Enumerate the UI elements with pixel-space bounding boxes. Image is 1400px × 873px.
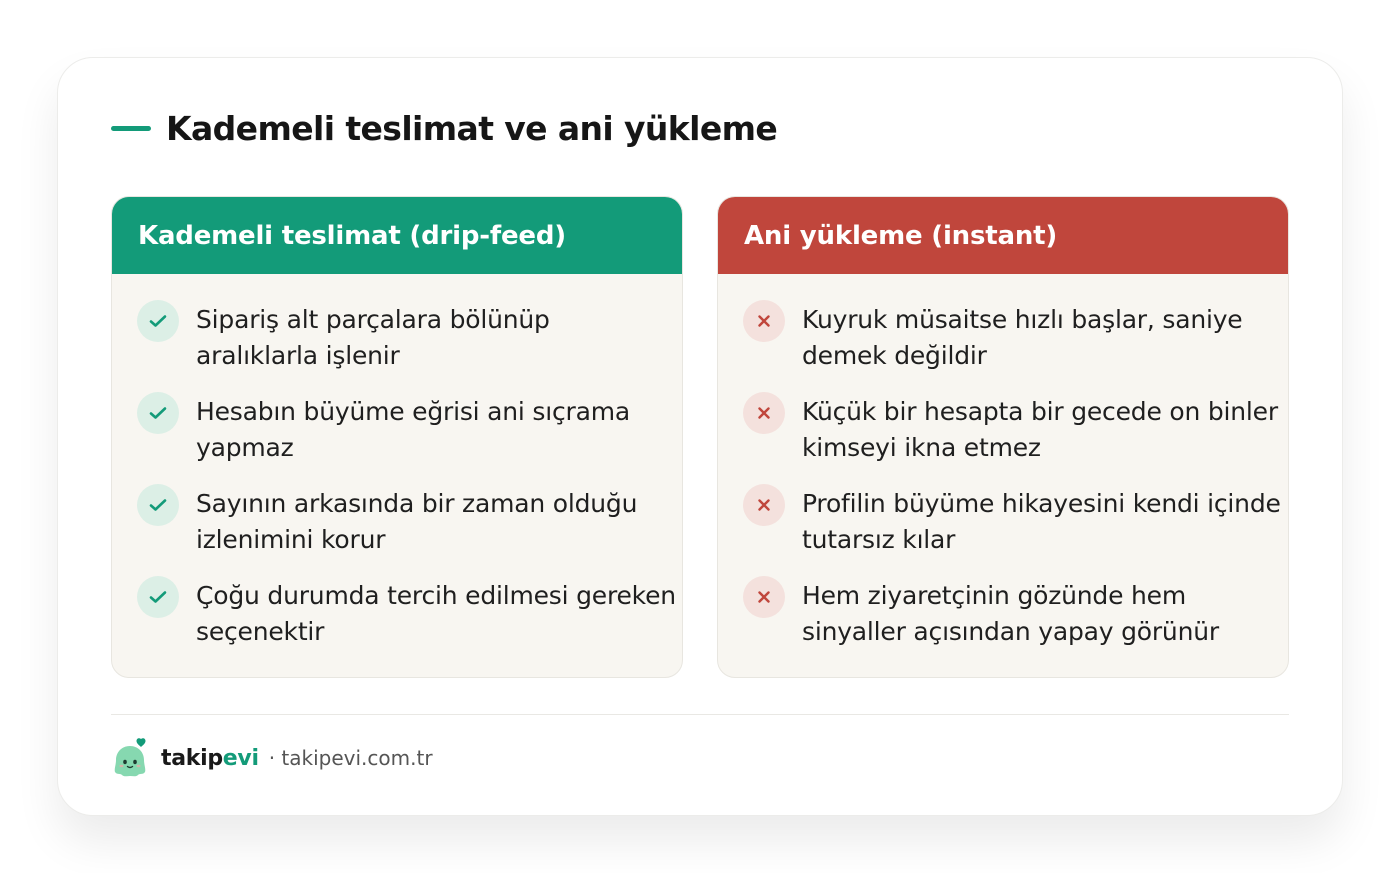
- list-item: [718, 576, 1288, 668]
- instant-panel: [717, 196, 1289, 678]
- drip-feed-panel: [111, 196, 683, 678]
- list-item-text: Profilin büyüme hikayesini kendi içinde tutarsız kılar: [802, 489, 1281, 554]
- site-url: · takipevi.com.tr: [268, 746, 433, 770]
- drip-feed-panel-header: Kademeli teslimat (drip-feed): [112, 197, 682, 274]
- list-item-text: Hem ziyaretçinin gözünde hem sinyaller açısından yapay görünür: [802, 581, 1219, 646]
- list-item-text: Küçük bir hesapta bir gecede on binler kimseyi ikna etmez: [802, 397, 1278, 462]
- check-icon: [137, 484, 179, 526]
- list-item-text: Hesabın büyüme eğrisi ani sıçrama yapmaz: [196, 397, 631, 462]
- cross-icon: [743, 576, 785, 618]
- list-item: [718, 484, 1288, 576]
- list-item: [112, 300, 682, 392]
- footer: [111, 738, 433, 778]
- mascot-logo-icon: [111, 738, 149, 778]
- page-title: Kademeli teslimat ve ani yükleme: [166, 108, 778, 148]
- list-item: [112, 484, 682, 576]
- list-item-text: Sipariş alt parçalara bölünüp aralıklarla işlenir: [196, 305, 550, 370]
- cross-icon: [743, 484, 785, 526]
- list-item-text: Sayının arkasında bir zaman olduğu izlenimini korur: [196, 489, 638, 554]
- heading-accent-bar: [111, 126, 151, 131]
- list-item: [718, 300, 1288, 392]
- instant-list: [718, 274, 1288, 668]
- comparison-card: [57, 57, 1343, 816]
- footer-divider: [111, 714, 1289, 715]
- drip-feed-list: [112, 274, 682, 668]
- check-icon: [137, 576, 179, 618]
- cross-icon: [743, 392, 785, 434]
- brand-name: [161, 746, 259, 771]
- list-item: [112, 576, 682, 668]
- brand-suffix: evi: [222, 745, 259, 771]
- check-icon: [137, 392, 179, 434]
- brand-prefix: takip: [161, 745, 223, 771]
- list-item-text: Kuyruk müsaitse hızlı başlar, saniye demek değildir: [802, 305, 1243, 370]
- list-item: [718, 392, 1288, 484]
- page-heading: [111, 106, 777, 150]
- instant-panel-header: Ani yükleme (instant): [718, 197, 1288, 274]
- list-item: [112, 392, 682, 484]
- check-icon: [137, 300, 179, 342]
- cross-icon: [743, 300, 785, 342]
- list-item-text: Çoğu durumda tercih edilmesi gereken seçenektir: [196, 581, 676, 646]
